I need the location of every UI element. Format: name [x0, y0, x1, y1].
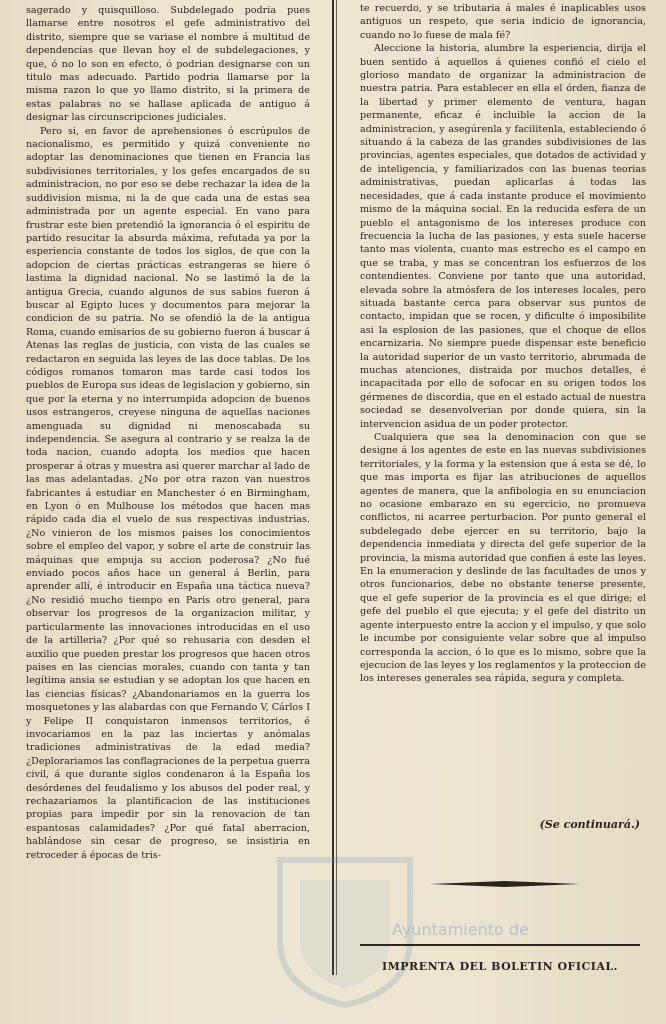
paragraph: te recuerdo, y se tributaria á males é inaplicables usos antiguos un respeto, que seria indicio de ignorancia, cuando no lo fuese de mala fé?	[360, 3, 646, 41]
paragraph: Pero si, en favor de aprehensiones ó escrúpulos de nacionalismo, es permitido y quizá conveniente no adoptar las denominaciones que tienen en Francia las subdivisiones territoriales, y los gefes encargados de su administracion, no por eso se debe rechazar la idea de la suddivision misma, ni la de que cada una de estas sea administrada por un agente especial. En vano para frustrar este bien pretendió la ignorancia ó el espiritu de partido resucitar la absurda máxima, refutada ya por la esperiencia constante de todos los siglos, de que con la adopcion de ciertas prácticas estrangeras se hiere ó lastima la dignidad nacional. No se lastimó la de la antigua Grecia, cuando algunos de sus sabios fueron á buscar al Egipto luces y documentos para mejorar la condicion de su patria. No se ofendió la de la antigua Roma, cuando emisarios de su gobierno fueron á buscar á Atenas las reglas de justicia, con vista de las cuales se redactaron en seguida las leyes de las doce tablas. De los códigos romanos tomaron mas tarde casi todos los pueblos de Europa sus ideas de legislacion y gobierno, sin que por la eterna y no interrumpida adopcion de buenos usos estrangeros, creyese ninguna de aquellas naciones amenguada su dignidad ni menoscabada su independencia. Se asegura al contrario y se realza la de toda nacion, cuando adopta los medios que hacen prosperar á otras y muestra asi querer marchar al lado de las mas adelantadas. ¿No por otra razon van nuestros fabricantes á estudiar en Manchester ó en Birmingham, en Lyon ó en Mulhouse los métodos que hacen mas rápido cada dia el vuelo de sus respectivas industrias. ¿No vinieron de los mismos paises los conocimientos sobre el empleo del vapor, y sobre el arte de construir las máquinas que empuja su accion poderosa? ¿No fué enviado pocos años hace un general á Berlin, para aprender allí, é introducir en España una táctica nueva? ¿No residió mucho tiempo en Paris otro general, para observar los progresos de la organizacion militar, y particularmente las innovaciones introducidas en el uso de la artilleria? ¿Por qué so rehusaria con desden el auxilio que pueden prestar los progresos que hacen otros paises en las ciencias morales, cuando con tanta y tan legítima ansia se estudian y se adoptan los que hacen en las ciencias físicas? ¿Abandonariamos en la guerra los mosquetones y las alabardas con que Fernando V, Cárlos I y Felipe II conquistaron inmensos territorios, é invocariamos en la paz las inciertas y anómalas tradiciones administrativas de la edad media? ¿Deplorariamos las conflagraciones de la perpetua guerra civil, á que durante siglos condenaron á la España los desórdenes del feudalismo y los abusos del poder real, y rechazariamos la plantificacion de las instituciones propias para impedir por sin la renovacion de tan espantosas calamidades? ¿Por qué fatal aberracion, hablándose sin cesar de progreso, se insistiria en retroceder á épocas de tris-	[26, 125, 310, 861]
imprint-rule	[360, 944, 640, 946]
paragraph: sagerado y quisquilloso. Subdelegado podria pues llamarse entre nosotros el gefe administrativo del distrito, siempre que se variase el nombre á multitud de dependencias que llevan hoy el de subdelegaciones, y que, ó no lo son en efecto, ó podrian designarse con un titulo mas adecuado. Partido podria llamarse por la misma razon lo que yo llamo distrito, si la primera de estas palabras no se hallase aplicada de antiguo á designar las circunscripciones judiciales.	[26, 5, 310, 124]
column-divider	[332, 0, 334, 975]
column-divider-thin	[336, 0, 337, 975]
watermark-text: Ayuntamiento de	[392, 920, 529, 939]
imprint-label: IMPRENTA DEL BOLETIN OFICIAL.	[381, 960, 619, 973]
continuation-note: (Se continuará.)	[539, 818, 640, 831]
paragraph: Aleccione la historia, alumbre la esperiencia, dirija el buen sentido á aquellos á quienes confió el cielo el glorioso mandato de organizar la administracion de nuestra patria. Para establecer en ella el órden, fianza de la libertad y primer elemento de ventura, hagan permanente, eficaz é incluible la accion de la administracion, y asegúrenla y facilitenla, estableciendo ó situando á la cabeza de las grandes subdivisiones de las provincias, agentes especiales, que dotados de actividad y de inteligencia, y familiarizados con las buenas teorias administrativas, puedan aplicarlas á todas las necesidades, que á cada instante produce el movimiento mismo de la máquina social. En la reducida esfera de un pueblo el antagonismo de los intereses produce con frecuencia la lucha de las pasiones, y esta suele hacerse tanto mas violenta, cuanto mas estrecho es el campo en que se traba, y mas se concentran los esfuerzos de los contendientes. Conviene por tanto que una autoridad, elevada sobre la atmósfera de los intereses locales, pero situada bastante cerca para observar sus puntos de contacto, impidan que se rocen, y dificulte ó imposibilite asi la esplosion de las pasiones, que el choque de ellos encarnizaria. No siempre puede dispensar este beneficio la autoridad superior de un vasto territorio, abrumada de muchas atenciones, distraida por muchos detalles, é incapacitada por ello de sofocar en su origen todos los gérmenes de discordia, que en el estado actual de nuestra sociedad se desenvolverian por donde quiera, sin la intervencion asidua de un poder protector.	[360, 43, 646, 430]
right-column	[360, 0, 646, 824]
ornament-rule-icon	[430, 880, 580, 888]
paragraph: Cualquiera que sea la denominacion con que se designe á los agentes de este en las nuevas subdivisiones territoriales, y la forma y la estension que á esta se dé, lo que mas importa es fijar las atribuciones de aquellos agentes de manera, que la anfibologia en su enunciacion no ocasione embarazo en su egercicio, no promueva conflictos, ni acarree perturbacion. Por punto general el subdelegado debe ejercer en su territorio, bajo la dependencia inmediata y directa del gefe superior de la provincia, la misma autoridad que confien á este las leyes. En la enumeracion y deslinde de las facultades de unos y otros funcionarios, debe no obstante tenerse presente, que el gefe superior de la provincia es el que dirige; el gefe del pueblo el que ejecuta; y el gefe del distrito un agente interpuesto entre la accion y el impulso, y que solo le incumbe por consiguiente velar sobre que al impulso corresponda la accion, ó lo que es lo mismo, sobre que la ejecucion de las leyes y los reglamentos y la proteccion de los intereses generales sea rápida, segura y completa.	[360, 432, 646, 685]
